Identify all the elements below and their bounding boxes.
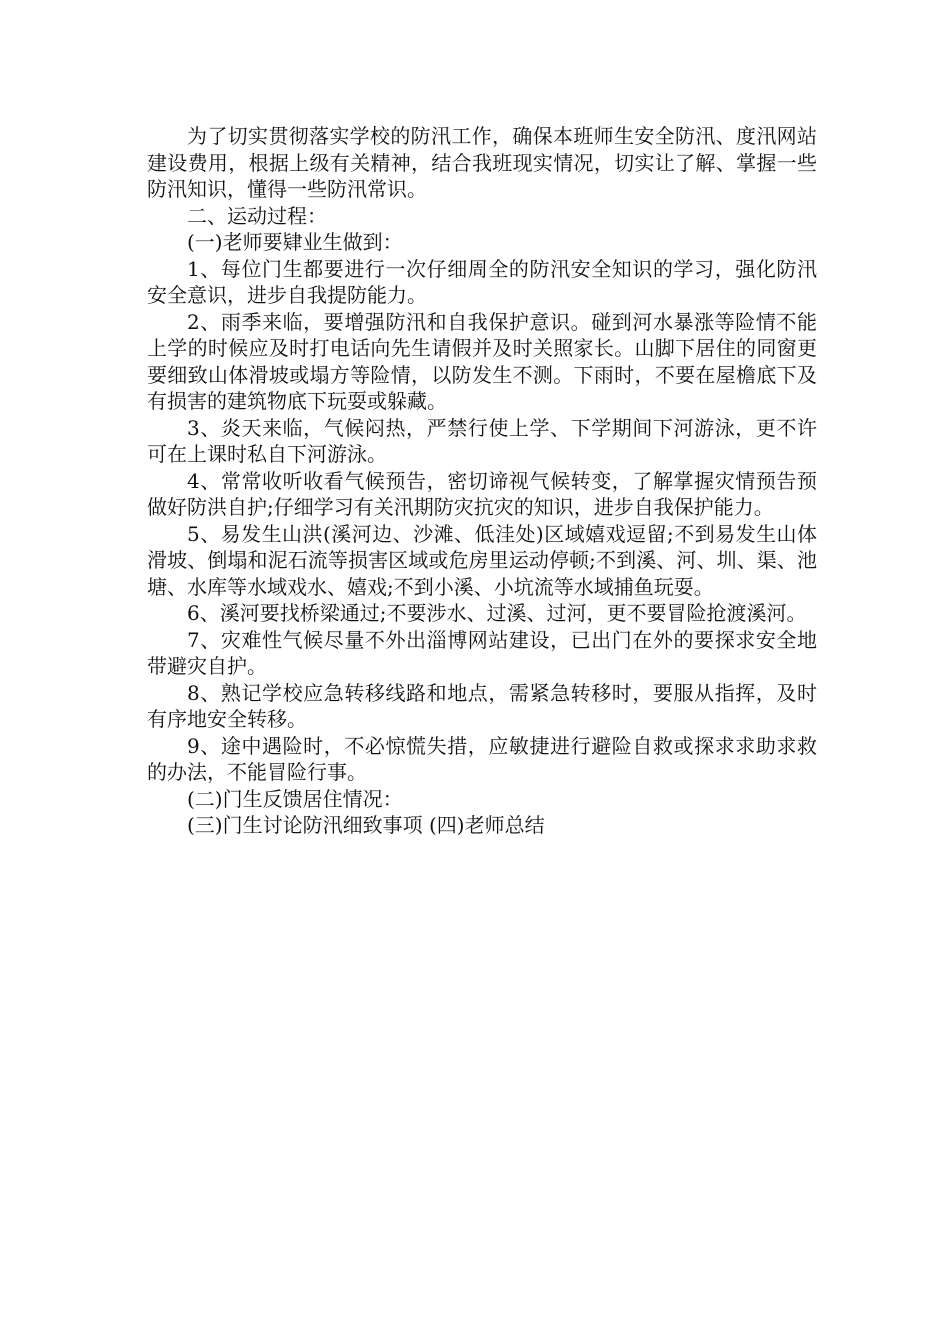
list-item: 7、灾难性气候尽量不外出淄博网站建设，已出门在外的要探求安全地带避灾自护。 (147, 627, 817, 678)
document-body (147, 123, 817, 839)
intro-paragraph: 为了切实贯彻落实学校的防汛工作，确保本班师生安全防汛、度汛网站建设费用，根据上级有关精神，结合我班现实情况，切实让了解、掌握一些防汛知识，懂得一些防汛常识。 (147, 124, 817, 201)
list-item: 8、熟记学校应急转移线路和地点，需紧急转移时，要服从指挥，及时有序地安全转移。 (147, 680, 817, 731)
list-item: 9、途中遇险时，不必惊慌失措，应敏捷进行避险自救或探求求助求救的办法，不能冒险行事。 (147, 733, 817, 784)
subsection-heading-discussion: (三)门生讨论防汛细致事项 (四)老师总结 (187, 813, 545, 837)
list-item: 4、常常收听收看气候预告，密切谛视气候转变，了解掌握灾情预告预做好防洪自护;仔细学习有关汛期防灾抗灾的知识，进步自我保护能力。 (147, 468, 817, 519)
list-item: 5、易发生山洪(溪河边、沙滩、低洼处)区域嬉戏逗留;不到易发生山体滑坡、倒塌和泥石流等损害区域或危房里运动停顿;不到溪、河、圳、渠、池塘、水库等水域戏水、嬉戏;不到小溪、小坑流等水域捕鱼玩耍。 (147, 521, 817, 599)
list-item: 2、雨季来临，要增强防汛和自我保护意识。碰到河水暴涨等险情不能上学的时候应及时打电话向先生请假并及时关照家长。山脚下居住的同窗更要细致山体滑坡或塌方等险情，以防发生不测。下雨时，不要在屋檐底下及有损害的建筑物底下玩耍或躲藏。 (147, 309, 817, 413)
section-heading-process: 二、运动过程： (187, 203, 327, 228)
list-item: 6、溪河要找桥梁通过;不要涉水、过溪、过河，更不要冒险抢渡溪河。 (187, 601, 807, 625)
subsection-heading-feedback: (二)门生反馈居住情况： (187, 786, 403, 811)
list-item: 1、每位门生都要进行一次仔细周全的防汛安全知识的学习，强化防汛安全意识，进步自我提防能力。 (147, 256, 817, 307)
list-item: 3、炎天来临，气候闷热，严禁行使上学、下学期间下河游泳，更不许可在上课时私自下河游泳。 (147, 415, 817, 466)
subsection-heading-teacher: (一)老师要肄业生做到： (187, 230, 403, 254)
